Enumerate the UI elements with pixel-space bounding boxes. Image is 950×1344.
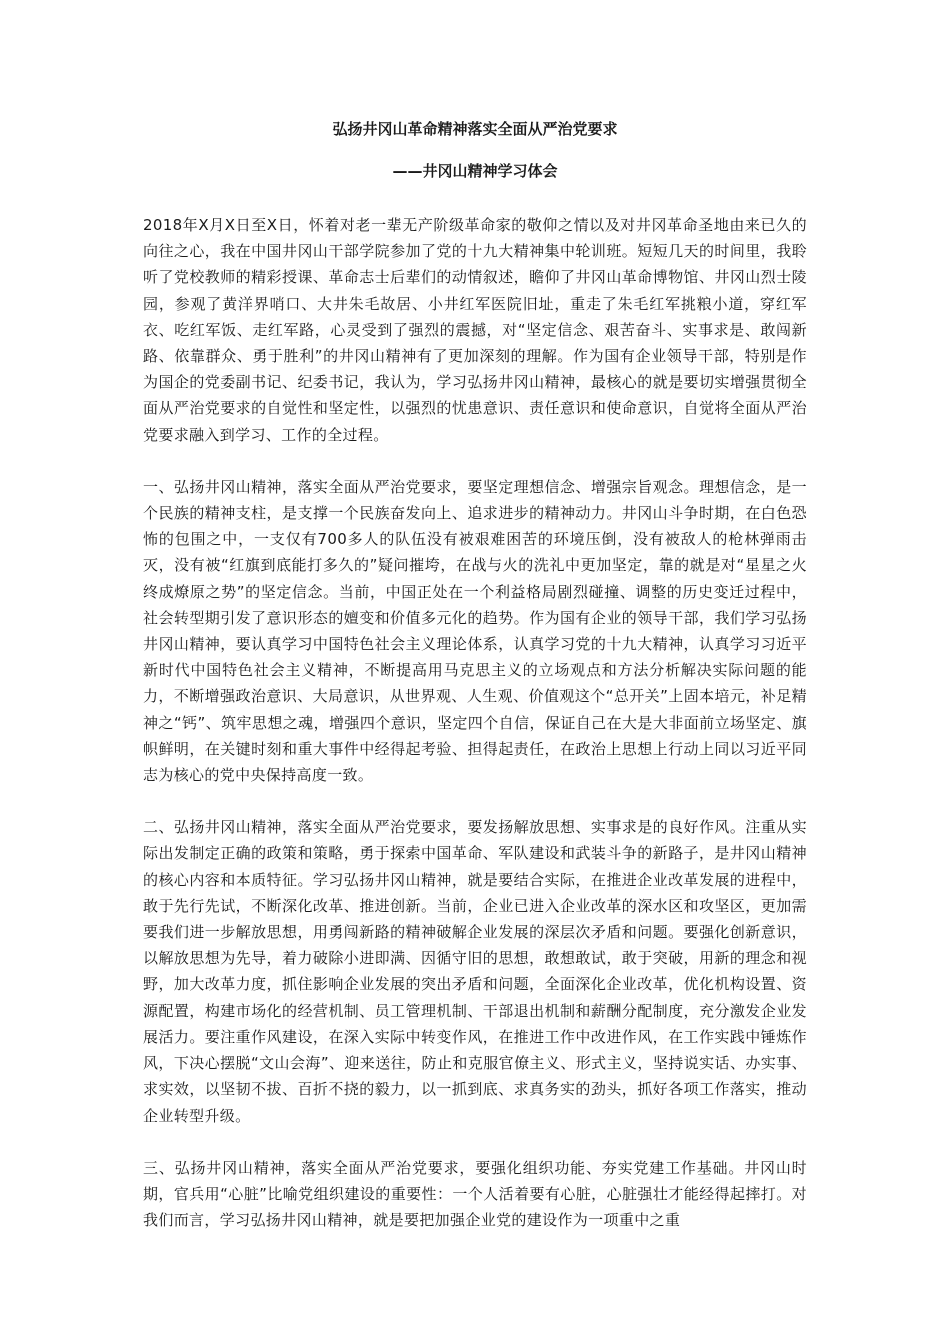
- section-three-paragraph: 三、弘扬井冈山精神，落实全面从严治党要求，要强化组织功能、夯实党建工作基础。井冈山时期，官兵用“心脏”比喻党组织建设的重要性：一个人活着要有心脏，心脏强壮才能经得起摔打。对我们而言，学习弘扬井冈山精神，就是要把加强企业党的建设作为一项重中之重: [143, 1158, 807, 1230]
- intro-paragraph: 2018年X月X日至X日，怀着对老一辈无产阶级革命家的敬仰之情以及对井冈革命圣地由来已久的向往之心，我在中国井冈山干部学院参加了党的十九大精神集中轮训班。短短几天的时间里，我聆听了党校教师的精彩授课、革命志士后辈们的动情叙述，瞻仰了井冈山革命博物馆、井冈山烈士陵园，参观了黄洋界哨口、大井朱毛故居、小井红军医院旧址，重走了朱毛红军挑粮小道，穿红军衣、吃红军饭、走红军路，心灵受到了强烈的震撼，对“坚定信念、艰苦奋斗、实事求是、敢闯新路、依靠群众、勇于胜利”的井冈山精神有了更加深刻的理解。作为国有企业领导干部，特别是作为国企的党委副书记、纪委书记，我认为，学习弘扬井冈山精神，最核心的就是要切实增强贯彻全面从严治党要求的自觉性和坚定性，以强烈的忧患意识、责任意识和使命意识，自觉将全面从严治党要求融入到学习、工作的全过程。: [143, 216, 807, 444]
- document-body: [143, 212, 807, 1233]
- document-page: [143, 118, 807, 1259]
- document-subtitle: ——井冈山精神学习体会: [392, 162, 558, 180]
- section-one-paragraph: 一、弘扬井冈山精神，落实全面从严治党要求，要坚定理想信念、增强宗旨观念。理想信念，是一个民族的精神支柱，是支撑一个民族奋发向上、追求进步的精神动力。井冈山斗争时期，在白色恐怖的包围之中，一支仅有700多人的队伍没有被艰难困苦的环境压倒，没有被敌人的枪林弹雨击灭，没有被“红旗到底能打多久的”疑问摧垮，在战与火的洗礼中更加坚定，靠的就是对“星星之火终成燎原之势”的坚定信念。当前，中国正处在一个利益格局剧烈碰撞、调整的历史变迁过程中，社会转型期引发了意识形态的嬗变和价值多元化的趋势。作为国有企业的领导干部，我们学习弘扬井冈山精神，要认真学习中国特色社会主义理论体系，认真学习党的十九大精神，认真学习习近平新时代中国特色社会主义精神，不断提高用马克思主义的立场观点和方法分析解决实际问题的能力，不断增强政治意识、大局意识，从世界观、人生观、价值观这个“总开关”上固本培元，补足精神之“钙”、筑牢思想之魂，增强四个意识，坚定四个自信，保证自己在大是大非面前立场坚定、旗帜鲜明，在关键时刻和重大事件中经得起考验、担得起责任，在政治上思想上行动上同以习近平同志为核心的党中央保持高度一致。: [143, 477, 807, 785]
- document-title: 弘扬井冈山革命精神落实全面从严治党要求: [332, 120, 618, 138]
- section-two-paragraph: 二、弘扬井冈山精神，落实全面从严治党要求，要发扬解放思想、实事求是的良好作风。注重从实际出发制定正确的政策和策略，勇于探索中国革命、军队建设和武装斗争的新路子，是井冈山精神的核心内容和本质特征。学习弘扬井冈山精神，就是要结合实际，在推进企业改革发展的进程中，敢于先行先试，不断深化改革、推进创新。当前，企业已进入企业改革的深水区和攻坚区，更加需要我们进一步解放思想，用勇闯新路的精神破解企业发展的深层次矛盾和问题。要强化创新意识，以解放思想为先导，着力破除小进即满、因循守旧的思想，敢想敢试，敢于突破，用新的理念和视野，加大改革力度，抓住影响企业发展的突出矛盾和问题，全面深化企业改革，优化机构设置、资源配置，构建市场化的经营机制、员工管理机制、干部退出机制和薪酬分配制度，充分激发企业发展活力。要注重作风建设，在深入实际中转变作风，在推进工作中改进作风，在工作实践中锤炼作风，下决心摆脱“文山会海”、迎来送往，防止和克服官僚主义、形式主义，坚持说实话、办实事、求实效，以坚韧不拔、百折不挠的毅力，以一抓到底、求真务实的劲头，抓好各项工作落实，推动企业转型升级。: [143, 818, 807, 1125]
